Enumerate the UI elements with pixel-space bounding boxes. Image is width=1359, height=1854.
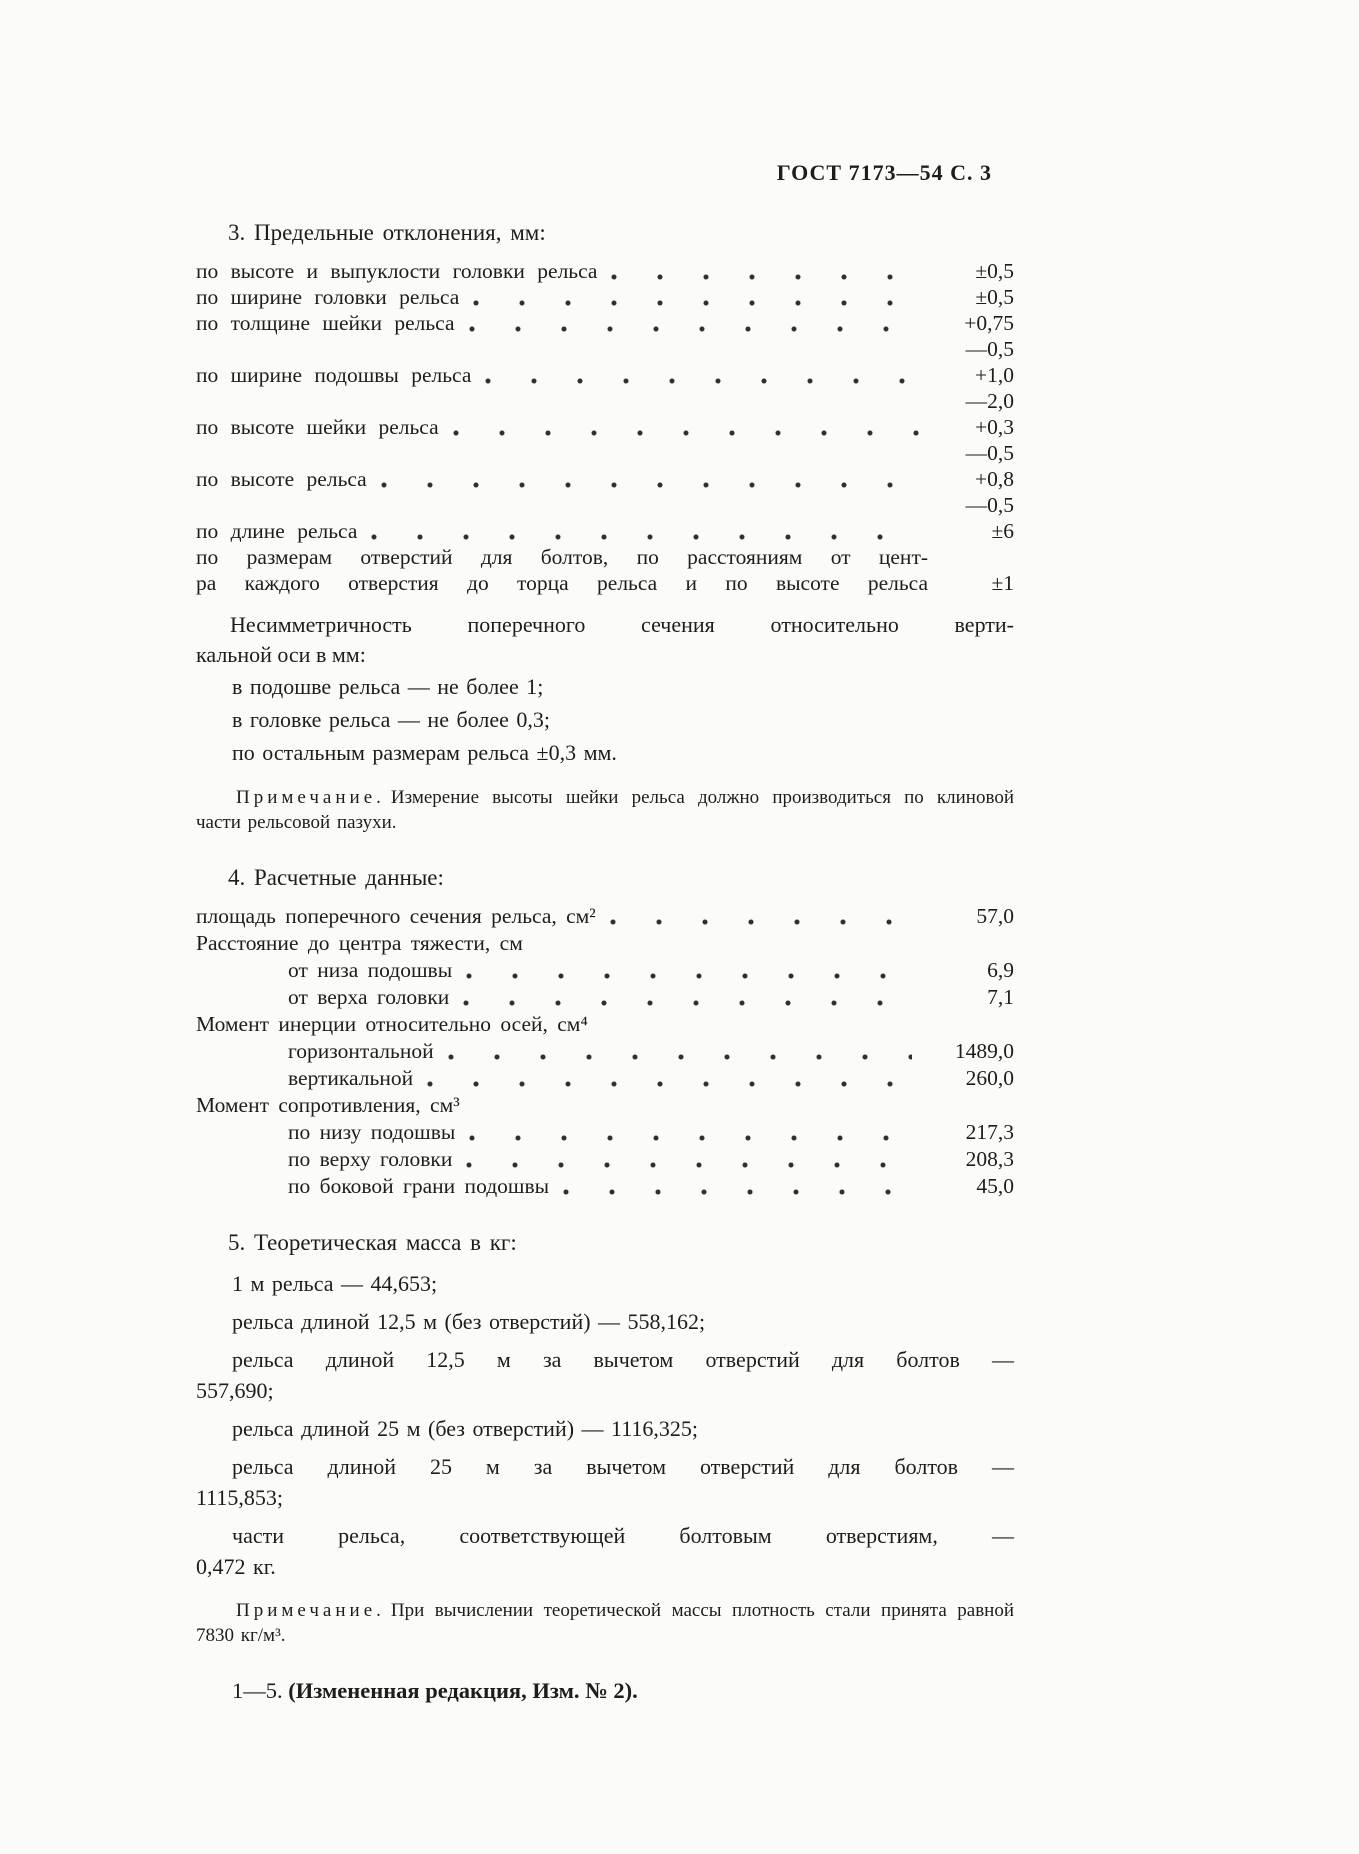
data-value: 208,3 xyxy=(965,1147,1014,1171)
dot-leader xyxy=(464,1146,912,1172)
data-row xyxy=(196,984,1014,1011)
mass-paragraph xyxy=(196,1344,1014,1406)
tolerance-row-bolts xyxy=(196,544,1014,596)
data-value: 57,0 xyxy=(976,904,1014,928)
note-section-5 xyxy=(196,1598,1014,1648)
amendment-line xyxy=(196,1678,1014,1704)
data-value: 7,1 xyxy=(987,985,1014,1009)
data-label: вертикальной xyxy=(288,1066,414,1090)
amendment-bold-text: (Измененная редакция, Изм. № 2). xyxy=(288,1678,638,1703)
data-row xyxy=(196,1065,1014,1092)
dot-leader xyxy=(561,1173,912,1199)
section-3-title: 3. Предельные отклонения, мм: xyxy=(228,220,546,245)
tolerance-row xyxy=(196,518,1014,544)
dot-leader xyxy=(446,1038,912,1064)
tolerance-label: по толщине шейки рельса xyxy=(196,311,455,335)
dot-leader xyxy=(464,957,912,983)
section-4-title: 4. Расчетные данные: xyxy=(228,865,444,890)
dot-leader xyxy=(467,310,922,336)
dot-leader xyxy=(483,362,922,388)
data-label: Момент инерции относительно осей, см⁴ xyxy=(196,1012,588,1036)
dot-leader xyxy=(369,518,922,544)
tolerance-row xyxy=(196,362,1014,414)
data-value: 260,0 xyxy=(965,1066,1014,1090)
tolerance-label: по ширине подошвы рельса xyxy=(196,363,472,387)
tolerance-value xyxy=(928,466,1014,518)
tolerance-label-line2: ра каждого отверстия до торца рельса и по высоте рельса xyxy=(196,571,928,595)
note-label: Примечание. xyxy=(236,787,385,808)
note-label: Примечание. xyxy=(236,1600,385,1621)
dot-leader xyxy=(379,466,922,492)
mass-paragraph: рельса длиной 12,5 м (без отверстий) — 558,162; xyxy=(232,1309,706,1334)
dot-leader xyxy=(451,414,922,440)
tolerance-value-plus: +0,3 xyxy=(974,415,1014,439)
tolerance-label: по длине рельса xyxy=(196,519,358,543)
data-label: по боковой грани подошвы xyxy=(288,1174,550,1198)
data-label: по низу подошвы xyxy=(288,1120,456,1144)
dot-leader xyxy=(471,284,922,310)
data-value: 6,9 xyxy=(987,958,1014,982)
section-5-title: 5. Теоретическая масса в кг: xyxy=(228,1230,517,1255)
tolerance-value xyxy=(928,310,1014,362)
mass-paragraph: 1 м рельса — 44,653; xyxy=(232,1271,438,1296)
asymmetry-item: в головке рельса — не более 0,3; xyxy=(232,707,550,732)
tolerance-value-minus: —0,5 xyxy=(965,337,1014,361)
mass-paragraph-line2: 557,690; xyxy=(196,1378,274,1403)
tolerance-value-minus: —0,5 xyxy=(965,441,1014,465)
page-content xyxy=(196,160,1014,1704)
tolerance-row xyxy=(196,414,1014,466)
dot-leader xyxy=(609,258,922,284)
dot-leader xyxy=(461,984,912,1010)
data-row-group xyxy=(196,930,1014,957)
tolerance-value: ±0,5 xyxy=(975,259,1014,283)
mass-paragraph-line1: рельса длиной 25 м за вычетом отверстий для болтов — xyxy=(232,1454,1014,1479)
data-value: 217,3 xyxy=(965,1120,1014,1144)
mass-paragraph: рельса длиной 25 м (без отверстий) — 1116,325; xyxy=(232,1416,699,1441)
tolerance-value-minus: —2,0 xyxy=(965,389,1014,413)
tolerance-label xyxy=(196,544,928,596)
data-row xyxy=(196,903,1014,930)
asymmetry-item: по остальным размерам рельса ±0,3 мм. xyxy=(232,740,617,765)
tolerance-row xyxy=(196,258,1014,284)
mass-paragraph-line1: части рельса, соответствующей болтовым отверстиям, — xyxy=(232,1523,1014,1548)
dot-leader xyxy=(467,1119,912,1145)
data-value: 1489,0 xyxy=(954,1039,1014,1063)
data-label: Расстояние до центра тяжести, см xyxy=(196,931,523,955)
mass-paragraph xyxy=(196,1451,1014,1513)
tolerance-value: ±0,5 xyxy=(975,285,1014,309)
tolerance-row xyxy=(196,284,1014,310)
data-row xyxy=(196,1038,1014,1065)
dot-leader xyxy=(425,1065,912,1091)
asymmetry-line1: Несимметричность поперечного сечения относительно верти- xyxy=(230,612,1014,637)
data-label: горизонтальной xyxy=(288,1039,434,1063)
tolerance-value-plus: +0,75 xyxy=(964,311,1014,335)
dot-leader xyxy=(608,903,912,929)
mass-paragraph-line1: рельса длиной 12,5 м за вычетом отверстий для болтов — xyxy=(232,1347,1014,1372)
data-value: 45,0 xyxy=(976,1174,1014,1198)
note-text: При вычислении теоретической массы плотность стали принята равной 7830 кг/м³. xyxy=(196,1600,1014,1646)
data-row-group xyxy=(196,1092,1014,1119)
amendment-prefix: 1—5. xyxy=(232,1678,283,1703)
tolerance-label: по высоте и выпуклости головки рельса xyxy=(196,259,598,283)
mass-paragraph-line2: 1115,853; xyxy=(196,1485,283,1510)
tolerance-label: по ширине головки рельса xyxy=(196,285,460,309)
data-label: от низа подошвы xyxy=(288,958,453,982)
tolerance-label: по высоте шейки рельса xyxy=(196,415,439,439)
tolerance-value-minus: —0,5 xyxy=(965,493,1014,517)
note-section-3 xyxy=(196,785,1014,835)
mass-paragraph-line2: 0,472 кг. xyxy=(196,1554,276,1579)
data-row xyxy=(196,957,1014,984)
tolerance-row xyxy=(196,466,1014,518)
data-row xyxy=(196,1119,1014,1146)
tolerance-value xyxy=(928,414,1014,466)
tolerance-label-line1: по размерам отверстий для болтов, по расстояниям от цент- xyxy=(196,545,928,569)
tolerance-value-plus: +1,0 xyxy=(974,363,1014,387)
tolerance-value xyxy=(928,362,1014,414)
tolerance-label: по высоте рельса xyxy=(196,467,367,491)
tolerance-value: ±6 xyxy=(991,519,1014,543)
asymmetry-paragraph xyxy=(196,610,1014,670)
data-label: от верха головки xyxy=(288,985,450,1009)
tolerance-value-plus: +0,8 xyxy=(974,467,1014,491)
data-label: по верху головки xyxy=(288,1147,453,1171)
data-label: Момент сопротивления, см³ xyxy=(196,1093,460,1117)
data-row xyxy=(196,1173,1014,1200)
data-row-group xyxy=(196,1011,1014,1038)
asymmetry-item: в подошве рельса — не более 1; xyxy=(232,674,544,699)
note-text: Измерение высоты шейки рельса должно производиться по клиновой части рельсовой пазухи. xyxy=(196,787,1014,833)
asymmetry-line2: кальной оси в мм: xyxy=(196,642,366,667)
mass-paragraph xyxy=(196,1520,1014,1582)
data-label: площадь поперечного сечения рельса, см² xyxy=(196,904,596,928)
tolerance-value: ±1 xyxy=(991,571,1014,595)
tolerance-row xyxy=(196,310,1014,362)
page-header: ГОСТ 7173—54 С. 3 xyxy=(776,160,992,185)
data-row xyxy=(196,1146,1014,1173)
